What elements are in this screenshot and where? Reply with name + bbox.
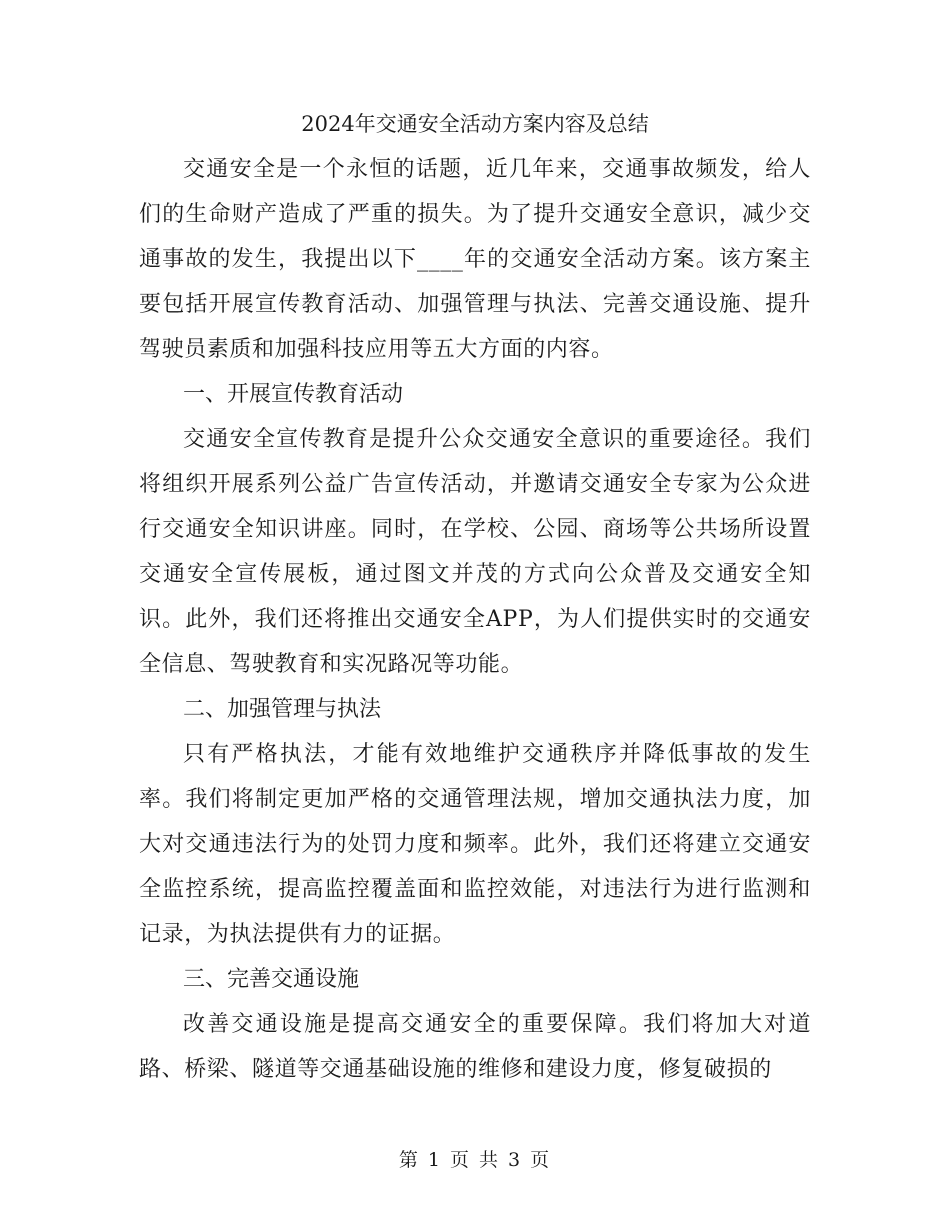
section-heading-2: 二、加强管理与执法 bbox=[183, 697, 382, 722]
section-2-paragraph: 只有严格执法，才能有效地维护交通秩序并降低事故的发生率。我们将制定更加严格的交通管理法规，增加交通执法力度，加大对交通违法行为的处罚力度和频率。此外，我们还将建立交通安全监控系统，提高监控覆盖面和监控效能，对违法行为进行监测和记录，为执法提供有力的证据。 bbox=[139, 742, 811, 947]
page-number-footer: 第 1 页 共 3 页 bbox=[398, 1149, 552, 1171]
section-heading-1: 一、开展宣传教育活动 bbox=[183, 382, 404, 407]
intro-paragraph: 交通安全是一个永恒的话题，近几年来，交通事故频发，给人们的生命财产造成了严重的损失。为了提升交通安全意识，减少交通事故的发生，我提出以下____年的交通安全活动方案。该方案主要包括开展宣传教育活动、加强管理与执法、完善交通设施、提升驾驶员素质和加强科技应用等五大方面的内容。 bbox=[139, 157, 811, 362]
section-3-paragraph: 改善交通设施是提高交通安全的重要保障。我们将加大对道路、桥梁、隧道等交通基础设施的维修和建设力度，修复破损的 bbox=[139, 1012, 811, 1082]
section-1-paragraph: 交通安全宣传教育是提升公众交通安全意识的重要途径。我们将组织开展系列公益广告宣传活动，并邀请交通安全专家为公众进行交通安全知识讲座。同时，在学校、公园、商场等公共场所设置交通安全宣传展板，通过图文并茂的方式向公众普及交通安全知识。此外，我们还将推出交通安全APP，为人们提供实时的交通安全信息、驾驶教育和实况路况等功能。 bbox=[139, 427, 811, 677]
document-title: 2024年交通安全活动方案内容及总结 bbox=[301, 112, 649, 136]
document-body bbox=[139, 102, 811, 1092]
section-heading-3: 三、完善交通设施 bbox=[183, 967, 360, 992]
